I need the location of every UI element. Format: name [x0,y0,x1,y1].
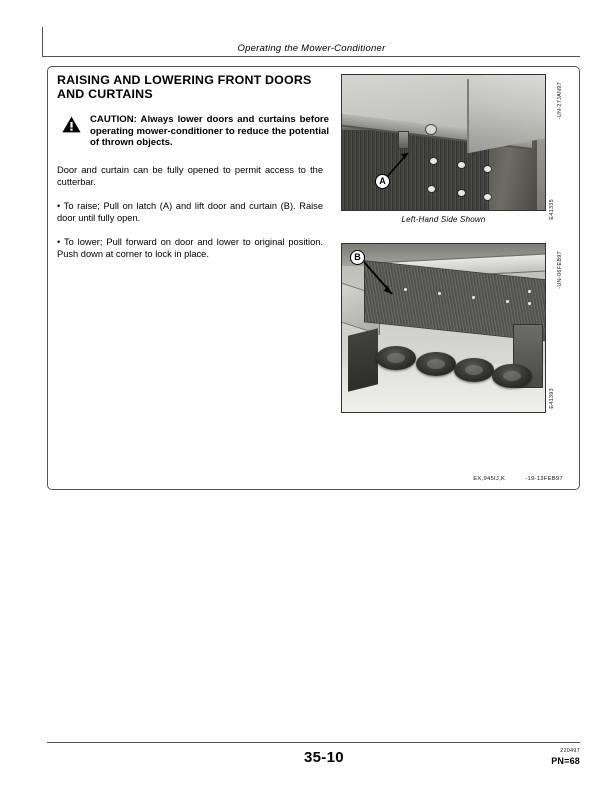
callout-b-leader-line [342,244,546,413]
illustration-document-code: EX,945IJ,K [473,476,506,482]
body-paragraph-1: Door and curtain can be fully opened to permit access to the cutterbar. [57,164,323,187]
caution-text: CAUTION: Always lower doors and curtains before operating mower-conditioner to reduce the potential of thrown objects. [90,114,329,149]
page-footer [47,742,580,766]
footer-date-code: 220497 [560,748,580,754]
illustration-reference [341,476,563,482]
body-paragraph-3: • To lower; Pull forward on door and lower to original position. Push down at corner to lock in place. [57,237,323,259]
figure-curtain-raised [341,243,563,413]
callout-a-leader-line [342,75,546,211]
body-paragraph-2: • To raise; Pull on latch (A) and lift door and curtain (B). Raise door until fully open. [57,201,323,223]
illustration-revision-code: -19-13FEB97 [525,476,563,482]
figure-1-side-codes [548,74,564,224]
figure-2-photo-number: E41393 [549,388,555,409]
figure-1-caption: Left-Hand Side Shown [401,215,486,224]
figure-door-latch [341,74,563,224]
callout-a: A [375,174,390,189]
text-column [57,74,329,261]
page-number: 35-10 [304,749,344,766]
figure-1-photo-number: E41335 [549,199,555,220]
photo-door-latch [341,74,546,211]
footer-pn-number: PN=68 [551,756,580,766]
figure-2-date-code: -UN-06FEB97 [557,251,563,289]
running-head-title: Operating the Mower-Conditioner [237,43,386,54]
footer-right-block [551,747,580,766]
caution-notice [57,114,329,149]
warning-triangle-icon [62,116,81,133]
section-title: RAISING AND LOWERING FRONT DOORS AND CURTAINS [57,73,312,101]
page-header [42,27,580,57]
callout-b: B [350,250,365,265]
figure-2-side-codes [548,243,564,413]
photo-curtain-raised [341,243,546,413]
figure-1-date-code: -UN-27JAN97 [557,82,563,120]
